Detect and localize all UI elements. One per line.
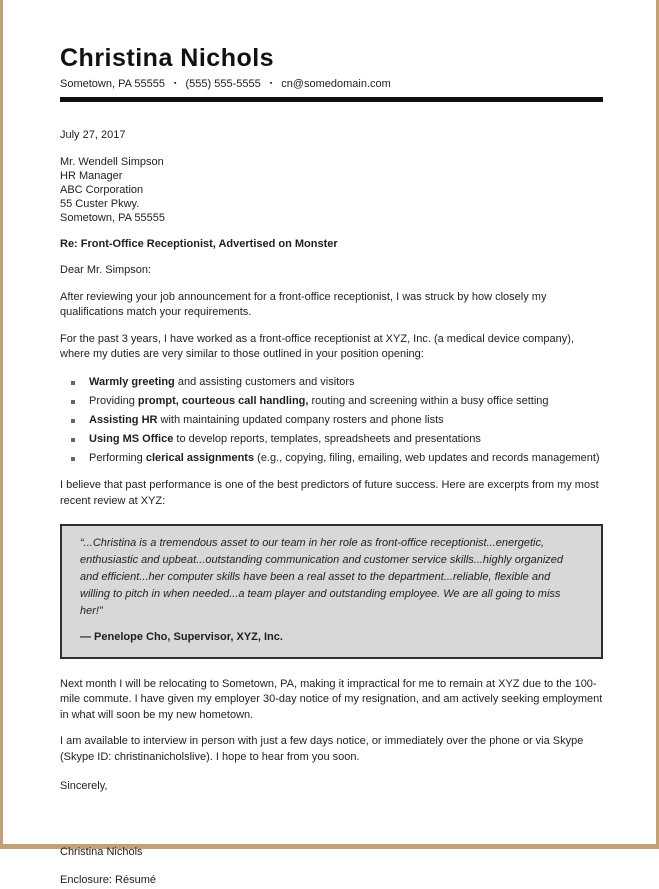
paragraph-experience: For the past 3 years, I have worked as a front-office receptionist at XYZ, Inc. (a medical device company), where my duties are very similar to those outlined in your position opening:: [60, 332, 574, 360]
signature-name: Christina Nichols: [60, 845, 143, 858]
recipient-address-block: [60, 155, 603, 225]
letterhead-contact: [60, 78, 603, 90]
list-item: Assisting HR with maintaining updated company rosters and phone lists: [71, 413, 603, 429]
review-quote-text: “...Christina is a tremendous asset to our team in her role as front-office receptionist...energetic, enthusiastic and upbeat...outstanding communication and customer service skills...highly organized and efficient...her computer skills have been a real asset to the department...reliable, flexible and willing to pitch in when needed...a team player and outstanding employee. We are all going to miss her!”: [80, 537, 564, 617]
header-rule: [60, 97, 603, 102]
subject-line: Re: Front-Office Receptionist, Advertised on Monster: [60, 237, 338, 250]
letter-body: [60, 128, 603, 889]
square-separator-icon: ▪: [173, 80, 177, 87]
contact-location: Sometown, PA 55555: [60, 78, 165, 90]
letterhead-name: Christina Nichols: [60, 44, 275, 72]
paragraph-performance: I believe that past performance is one of the best predictors of future success. Here are excerpts from my most recent review at XYZ:: [60, 479, 599, 507]
bullet-square-icon: [71, 457, 75, 461]
closing: Sincerely,: [60, 780, 108, 792]
list-item: Warmly greeting and assisting customers and visitors: [71, 375, 603, 391]
letterhead: [60, 44, 603, 102]
duties-list: [60, 375, 603, 467]
bullet-square-icon: [71, 438, 75, 442]
recipient-company: ABC Corporation: [60, 183, 144, 196]
recipient-name: Mr. Wendell Simpson: [60, 155, 164, 168]
contact-phone: (555) 555-5555: [185, 78, 261, 90]
contact-email: cn@somedomain.com: [281, 78, 391, 90]
recipient-street: 55 Custer Pkwy.: [60, 197, 140, 210]
paragraph-availability: I am available to interview in person with just a few days notice, or immediately over the phone or via Skype (Skype ID: christinanicholslive). I hope to hear from you soon.: [60, 735, 584, 763]
letter-date: July 27, 2017: [60, 129, 126, 141]
list-item: Performing clerical assignments (e.g., copying, filing, emailing, web updates and records management): [71, 451, 603, 467]
salutation: Dear Mr. Simpson:: [60, 264, 152, 276]
paragraph-intro: After reviewing your job announcement for a front-office receptionist, I was struck by how closely my qualifications match your requirements.: [60, 290, 547, 318]
recipient-city: Sometown, PA 55555: [60, 211, 165, 224]
list-item: Using MS Office to develop reports, templates, spreadsheets and presentations: [71, 432, 603, 448]
list-item: Providing prompt, courteous call handling, routing and screening within a busy office setting: [71, 394, 603, 410]
paragraph-relocation: Next month I will be relocating to Sometown, PA, making it impractical for me to remain at XYZ due to the 100-mile commute. I have given my employer 30-day notice of my resignation, and am actively seeking employment in what will soon be my new hometown.: [60, 677, 603, 721]
bullet-square-icon: [71, 381, 75, 385]
square-separator-icon: ▪: [269, 80, 273, 87]
bullet-square-icon: [71, 400, 75, 404]
recipient-title: HR Manager: [60, 169, 123, 182]
review-quote-box: [60, 524, 603, 659]
review-quote-attribution: — Penelope Cho, Supervisor, XYZ, Inc.: [80, 631, 283, 643]
enclosure-note: Enclosure: Résumé: [60, 874, 156, 886]
bullet-square-icon: [71, 419, 75, 423]
